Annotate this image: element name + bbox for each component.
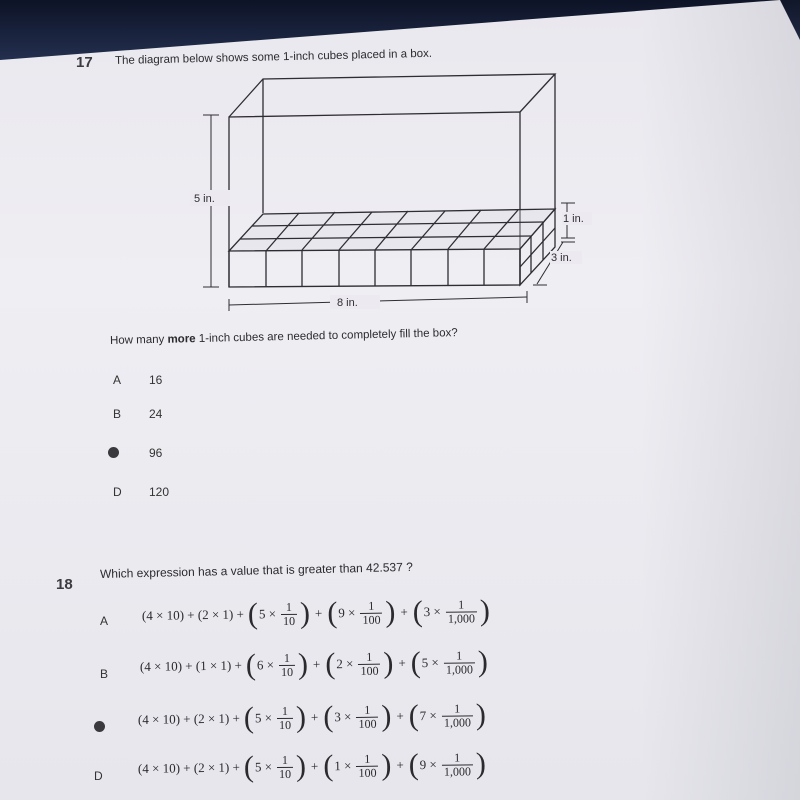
open-paren: ( <box>327 596 338 630</box>
fraction-numerator: 1 <box>281 703 288 718</box>
choice-value: 24 <box>149 407 163 421</box>
fraction <box>444 649 475 676</box>
question-18-number: 18 <box>56 576 73 593</box>
fraction-denominator: 100 <box>358 765 377 780</box>
open-paren: ( <box>412 595 423 629</box>
fraction <box>356 704 378 730</box>
close-paren: ) <box>295 700 307 734</box>
fraction-numerator: 1 <box>456 648 463 663</box>
choice-value: 16 <box>149 373 163 387</box>
choice-selected-mark <box>108 447 119 458</box>
close-paren: ) <box>479 594 491 628</box>
fraction-denominator: 100 <box>360 663 379 678</box>
term-coefficient: 5 × <box>254 759 273 775</box>
expression-lead: (4 × 10) + (2 × 1) + <box>141 606 244 623</box>
question-18-stem: Which expression has a value that is greater than 42.537 ? <box>99 559 413 581</box>
term-coefficient: 9 × <box>419 756 437 773</box>
plus-sign: + <box>312 656 321 672</box>
open-paren: ( <box>243 750 255 784</box>
open-paren: ( <box>323 700 334 734</box>
open-paren: ( <box>408 748 419 782</box>
plus-sign: + <box>400 604 408 620</box>
close-paren: ) <box>385 595 396 629</box>
open-paren: ( <box>408 699 419 733</box>
choice-letter: A <box>113 373 122 387</box>
choice-letter: B <box>100 667 109 681</box>
close-paren: ) <box>477 645 489 679</box>
fraction-denominator: 100 <box>358 716 377 731</box>
term-coefficient: 5 × <box>421 654 439 671</box>
fraction-numerator: 1 <box>285 599 292 614</box>
expression-lead: (4 × 10) + (2 × 1) + <box>137 710 240 727</box>
height-label: 5 in. <box>194 193 215 205</box>
term-coefficient: 1 × <box>334 758 352 774</box>
fraction <box>360 600 382 626</box>
close-paren: ) <box>381 699 392 733</box>
term-coefficient: 9 × <box>338 605 356 621</box>
close-paren: ) <box>383 646 394 680</box>
fraction-denominator: 10 <box>280 664 294 679</box>
choice-expression <box>142 596 491 631</box>
choice-letter: D <box>94 769 103 783</box>
fraction <box>356 753 378 779</box>
term-coefficient: 5 × <box>254 710 273 726</box>
choice-selected-mark <box>94 721 105 732</box>
fraction-numerator: 1 <box>281 752 288 767</box>
plus-sign: + <box>314 605 323 621</box>
close-paren: ) <box>381 748 392 782</box>
choice-expression <box>138 749 487 784</box>
fraction-denominator: 10 <box>282 613 296 628</box>
plus-sign: + <box>310 709 319 725</box>
close-paren: ) <box>475 747 487 781</box>
plus-sign: + <box>396 757 404 773</box>
plus-sign: + <box>398 655 406 671</box>
plus-sign: + <box>396 708 404 724</box>
term-coefficient: 5 × <box>258 606 277 622</box>
close-paren: ) <box>295 749 307 783</box>
fraction <box>358 651 380 677</box>
term-coefficient: 3 × <box>334 709 352 725</box>
depth-label: 3 in. <box>551 252 572 264</box>
question-17-number: 17 <box>76 54 93 71</box>
choice-expression <box>140 647 489 682</box>
term-coefficient: 3 × <box>423 603 441 620</box>
width-label: 8 in. <box>337 297 358 309</box>
fraction-denominator: 10 <box>278 717 292 732</box>
plus-sign: + <box>310 758 319 774</box>
question-17-stem: The diagram below shows some 1-inch cubes placed in a box. <box>114 47 433 67</box>
open-paren: ( <box>245 648 257 682</box>
prompt-emphasis: more <box>167 333 196 346</box>
fraction-denominator: 100 <box>362 612 381 627</box>
close-paren: ) <box>299 596 311 630</box>
expression-lead: (4 × 10) + (2 × 1) + <box>137 759 240 776</box>
prompt-suffix: 1-inch cubes are needed to completely fill the box? <box>195 327 458 346</box>
choice-value: 120 <box>149 485 170 499</box>
expression-lead: (4 × 10) + (1 × 1) + <box>139 657 242 674</box>
close-paren: ) <box>475 698 487 732</box>
fraction <box>442 702 473 729</box>
fraction-numerator: 1 <box>368 598 375 613</box>
choice-value: 96 <box>149 446 163 460</box>
fraction-denominator: 1,000 <box>443 763 472 779</box>
fraction-numerator: 1 <box>454 701 461 716</box>
fraction-denominator: 1,000 <box>447 610 476 626</box>
prompt-prefix: How many <box>109 333 168 347</box>
fraction <box>277 705 293 731</box>
choice-letter: A <box>100 614 109 628</box>
open-paren: ( <box>325 647 336 681</box>
choice-letter: B <box>113 407 122 421</box>
fraction-numerator: 1 <box>458 597 465 612</box>
open-paren: ( <box>247 597 259 631</box>
fraction <box>446 598 477 625</box>
fraction-numerator: 1 <box>454 750 461 765</box>
fraction <box>281 601 297 627</box>
layer-height-label: 1 in. <box>563 213 584 225</box>
fraction <box>442 751 473 778</box>
choice-letter: D <box>113 485 122 499</box>
fraction <box>277 754 293 780</box>
fraction-numerator: 1 <box>364 751 371 766</box>
fraction <box>279 652 295 678</box>
fraction-numerator: 1 <box>364 702 371 717</box>
fraction-numerator: 1 <box>283 650 290 665</box>
term-coefficient: 7 × <box>419 707 437 724</box>
term-coefficient: 6 × <box>256 657 275 673</box>
fraction-numerator: 1 <box>366 649 373 664</box>
term-coefficient: 2 × <box>336 656 354 672</box>
open-paren: ( <box>410 646 421 680</box>
fraction-denominator: 1,000 <box>443 714 472 730</box>
choice-expression <box>138 700 487 735</box>
open-paren: ( <box>243 701 255 735</box>
fraction-denominator: 1,000 <box>445 661 474 677</box>
fraction-denominator: 10 <box>278 766 292 781</box>
open-paren: ( <box>323 749 334 783</box>
close-paren: ) <box>297 647 309 681</box>
